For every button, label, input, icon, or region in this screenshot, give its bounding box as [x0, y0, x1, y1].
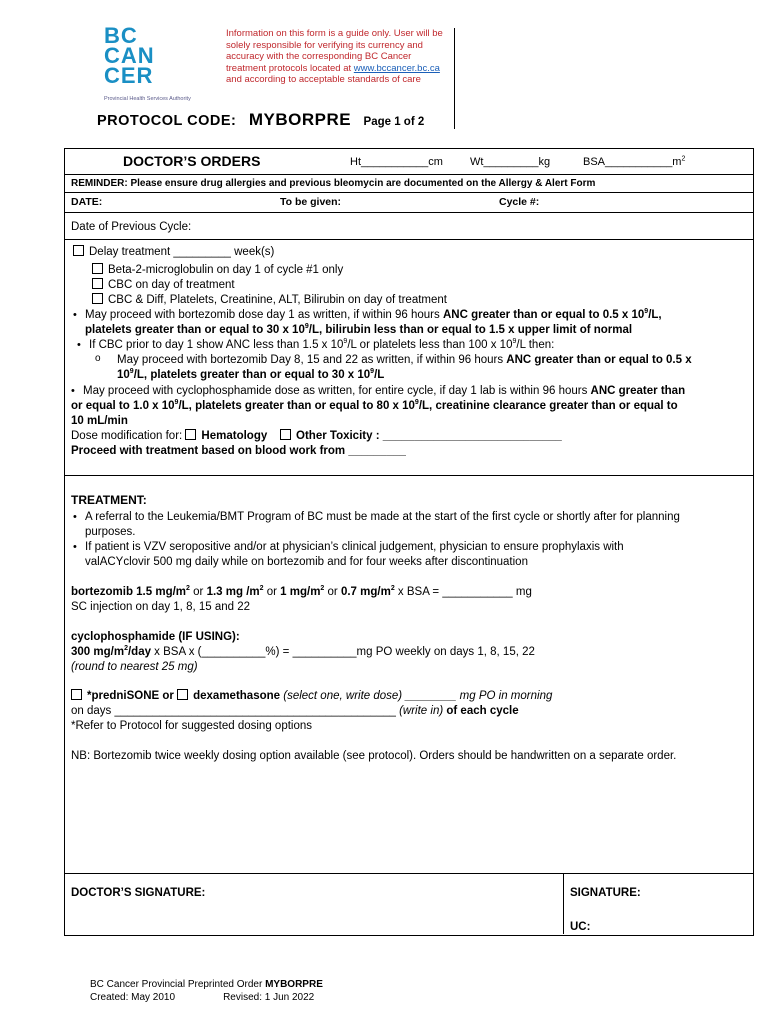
reminder-row: [65, 175, 753, 193]
bsa-label: BSA___________m: [583, 156, 682, 168]
height-field[interactable]: Ht___________cm: [350, 156, 443, 168]
delay-checkbox[interactable]: [73, 245, 84, 256]
referral-line2: purposes.: [85, 526, 136, 538]
date-row: [65, 193, 753, 213]
footer-text: BC Cancer Provincial Preprinted Order: [90, 979, 266, 990]
created-date: Created: May 2010: [90, 992, 176, 1003]
cyclo-dose-a: 300 mg/m: [71, 646, 125, 658]
footer-code: MYBORPRE: [265, 979, 323, 990]
b2m-checkbox[interactable]: [92, 263, 103, 274]
sup-9: 9: [644, 308, 649, 316]
b2m-text: Beta-2-microglobulin on day 1 of cycle #1 only: [108, 264, 344, 276]
cbc-checkbox[interactable]: [92, 278, 103, 289]
page-number: Page 1 of 2: [363, 116, 425, 128]
cyclo-proceed-line3: 10 mL/min: [71, 415, 128, 427]
bort-e: 1 mg/m: [280, 586, 321, 598]
cyclo-text-a: May proceed with cyclophosphamide dose as written, for entire cycle, if day 1 lab is within 96 hours: [83, 385, 591, 397]
protocol-label: PROTOCOL CODE:: [97, 113, 237, 129]
treatment-section: [65, 476, 753, 874]
refer-protocol-note: *Refer to Protocol for suggested dosing options: [71, 720, 313, 732]
logo-line-2: CAN: [104, 43, 155, 68]
sub-proceed-line2: [117, 368, 384, 383]
proceed-bortezomib-line1: [85, 308, 662, 323]
protocol-code-line: [97, 110, 424, 130]
proceed-bortezomib-line2: [85, 323, 632, 338]
sub-proceed-line1: [117, 353, 692, 368]
sup-9: 9: [512, 338, 517, 346]
dose-modification-line: [71, 429, 562, 444]
doctors-orders-form: [64, 148, 754, 936]
footer-line-2: [90, 991, 323, 1004]
cyclo-proceed-line1: [83, 384, 685, 399]
to-be-given-label[interactable]: To be given:: [280, 196, 342, 208]
delay-section: [65, 240, 753, 476]
sup-9: 9: [304, 323, 309, 331]
bccancer-link[interactable]: www.bccancer.bc.ca: [353, 62, 440, 74]
date-label[interactable]: DATE:: [71, 196, 103, 208]
cyclophosphamide-dose-line[interactable]: [71, 645, 535, 660]
prednisone-checkbox[interactable]: [71, 689, 82, 700]
cbc-diff-option[interactable]: [92, 293, 447, 308]
disclaimer-text-2: and according to acceptable standards of care: [226, 74, 421, 86]
hematology-checkbox[interactable]: [185, 429, 196, 440]
orders-title: DOCTOR’S ORDERS: [123, 153, 261, 169]
bsa-superscript: 2: [681, 155, 686, 163]
bullet-icon: •: [77, 339, 81, 351]
sup-9: 9: [414, 399, 419, 407]
rounding-note: (round to nearest 25 mg): [71, 661, 198, 673]
revised-date: Revised: 1 Jun 2022: [223, 992, 315, 1003]
cyclo-proceed-line2: [71, 399, 678, 414]
vzv-line2: valACYclovir 500 mg daily while on bortezomib and for four weeks after discontinuation: [85, 556, 528, 568]
cbc-text: CBC on day of treatment: [108, 279, 235, 291]
bort-h: x BSA = ___________ mg: [394, 586, 532, 598]
sup-9: 9: [129, 368, 134, 376]
sub-line2-a: 10: [117, 369, 130, 381]
weight-field[interactable]: Wt_________kg: [470, 156, 551, 168]
proceed1-text: May proceed with bortezomib dose day 1 as written, if within 96 hours: [85, 309, 443, 321]
steroid-days-line[interactable]: [71, 704, 519, 719]
disclaimer: [226, 28, 451, 86]
bort-g: 0.7 mg/m: [340, 586, 391, 598]
bullet-icon: •: [71, 385, 75, 397]
sup-2: 2: [186, 585, 190, 593]
orders-title-row: [65, 149, 753, 175]
nb-note: NB: Bortezomib twice weekly dosing option available (see protocol). Orders should be handwritten on a separate order.: [71, 750, 677, 762]
allergy-reminder: REMINDER: Please ensure drug allergies and previous bleomycin are documented on the Allergy & Alert Form: [71, 178, 596, 189]
bort-f: or: [324, 586, 341, 598]
cyclo-line2-c: /L, creatinine clearance greater than or equal to: [418, 400, 678, 412]
dexamethasone-checkbox[interactable]: [177, 689, 188, 700]
ifcbc-text-a: If CBC prior to day 1 show ANC less than 1.5 x 10: [89, 339, 344, 351]
bort-b: or: [189, 586, 207, 598]
other-toxicity-checkbox[interactable]: [280, 429, 291, 440]
uc-label[interactable]: UC:: [570, 921, 591, 933]
delay-treatment-option[interactable]: [73, 245, 274, 260]
dose-mod-label: Dose modification for:: [71, 430, 183, 442]
sup-2: 2: [124, 645, 128, 653]
bort-a: bortezomib 1.5 mg/m: [71, 586, 187, 598]
delay-treatment-text: Delay treatment _________ week(s): [89, 246, 275, 258]
signature-divider: [563, 874, 564, 934]
proceed1-anc: ANC greater than or equal to 0.5 x 10: [442, 309, 645, 321]
cyclo-line2-a: or equal to 1.0 x 10: [71, 400, 175, 412]
previous-cycle-row: [65, 213, 753, 240]
b2m-option[interactable]: [92, 263, 343, 278]
bsa-field[interactable]: [583, 155, 685, 170]
ondays-c: of each cycle: [443, 705, 519, 717]
steroid-dose-text: (select one, write dose) ________ mg PO in morning: [280, 690, 553, 702]
cbc-option[interactable]: [92, 278, 235, 293]
cyclo-dose-b: /day: [127, 646, 151, 658]
prednisone-label: *predniSONE or: [87, 690, 174, 702]
sub-text-b: ANC greater than or equal to 0.5 x: [506, 354, 692, 366]
header-divider: [454, 28, 455, 129]
bullet-icon: •: [73, 541, 77, 553]
doctors-signature-label[interactable]: DOCTOR’S SIGNATURE:: [71, 887, 206, 899]
cyclo-text-b: ANC greater than: [590, 385, 686, 397]
bc-cancer-logo: [104, 23, 219, 106]
dexamethasone-label: dexamethasone: [193, 690, 281, 702]
cyclo-dose-c: x BSA x (__________%) = __________mg PO weekly on days 1, 8, 15, 22: [150, 646, 535, 658]
cyclophosphamide-heading: cyclophosphamide (IF USING):: [71, 631, 240, 643]
sup-2: 2: [259, 585, 264, 593]
previous-cycle-label[interactable]: Date of Previous Cycle:: [71, 221, 192, 233]
bort-d: or: [263, 586, 281, 598]
cbc-diff-text: CBC & Diff, Platelets, Creatinine, ALT, Bilirubin on day of treatment: [108, 294, 447, 306]
sup-2: 2: [320, 585, 325, 593]
footer: [90, 978, 323, 1004]
cbc-diff-checkbox[interactable]: [92, 293, 103, 304]
cyclo-line2-b: /L, platelets greater than or equal to 80 x 10: [178, 400, 415, 412]
ifcbc-text-c: /L then:: [516, 339, 555, 351]
proceed1-platelets: platelets greater than or equal to 30 x 10: [85, 324, 305, 336]
sub-line2-b: /L, platelets greater than or equal to 30 x 10: [133, 369, 371, 381]
proceed1-bilirubin: /L, bilirubin less than or equal to 1.5 x upper limit of normal: [308, 324, 633, 336]
hematology-label: Hematology: [201, 430, 268, 442]
if-cbc-line: [89, 338, 554, 353]
referral-line1: A referral to the Leukemia/BMT Program of BC must be made at the start of the first cycle or shortly after for planning: [85, 511, 680, 523]
cycle-label[interactable]: Cycle #:: [499, 196, 540, 208]
sup-9: 9: [174, 399, 179, 407]
protocol-code: MYBORPRE: [248, 110, 352, 129]
sub-line2-c: /L: [374, 369, 385, 381]
bort-c: 1.3 mg /m: [206, 586, 260, 598]
sub-bullet-icon: o: [95, 353, 101, 364]
footer-line-1: [90, 978, 323, 991]
vzv-line1: If patient is VZV seropositive and/or at physician’s clinical judgement, physician to ensure prophylaxis with: [85, 541, 624, 553]
sup-9: 9: [370, 368, 375, 376]
ifcbc-text-b: /L or platelets less than 100 x 10: [347, 339, 513, 351]
logo-tagline: Provincial Health Services Authority: [104, 96, 191, 102]
steroid-line[interactable]: [71, 689, 552, 704]
bullet-icon: •: [73, 309, 77, 321]
disclaimer-text-1: Information on this form is a guide only. User will be solely responsible for verifying its currency and accuracy with the corresponding BC Cancer treatment protocols located at: [226, 28, 443, 74]
proceed1-end: /L,: [648, 309, 662, 321]
proceed-bloodwork-line[interactable]: Proceed with treatment based on blood work from _________: [71, 445, 406, 457]
ondays-a: on days ____________________________________________: [71, 705, 400, 717]
bullet-icon: •: [73, 511, 77, 523]
sup-9: 9: [343, 338, 348, 346]
ondays-b: (write in): [399, 705, 444, 717]
treatment-heading: TREATMENT:: [71, 493, 147, 507]
sup-2: 2: [390, 585, 395, 593]
sub-text-a: May proceed with bortezomib Day 8, 15 and 22 as written, if within 96 hours: [117, 354, 507, 366]
logo-line-3: CER: [104, 63, 154, 88]
signature-label[interactable]: SIGNATURE:: [570, 887, 641, 899]
logo-line-1: BC: [104, 23, 138, 48]
other-toxicity-label: Other Toxicity : ____________________________: [296, 430, 562, 442]
bortezomib-schedule: SC injection on day 1, 8, 15 and 22: [71, 601, 251, 613]
bortezomib-dose-line[interactable]: [71, 585, 532, 600]
